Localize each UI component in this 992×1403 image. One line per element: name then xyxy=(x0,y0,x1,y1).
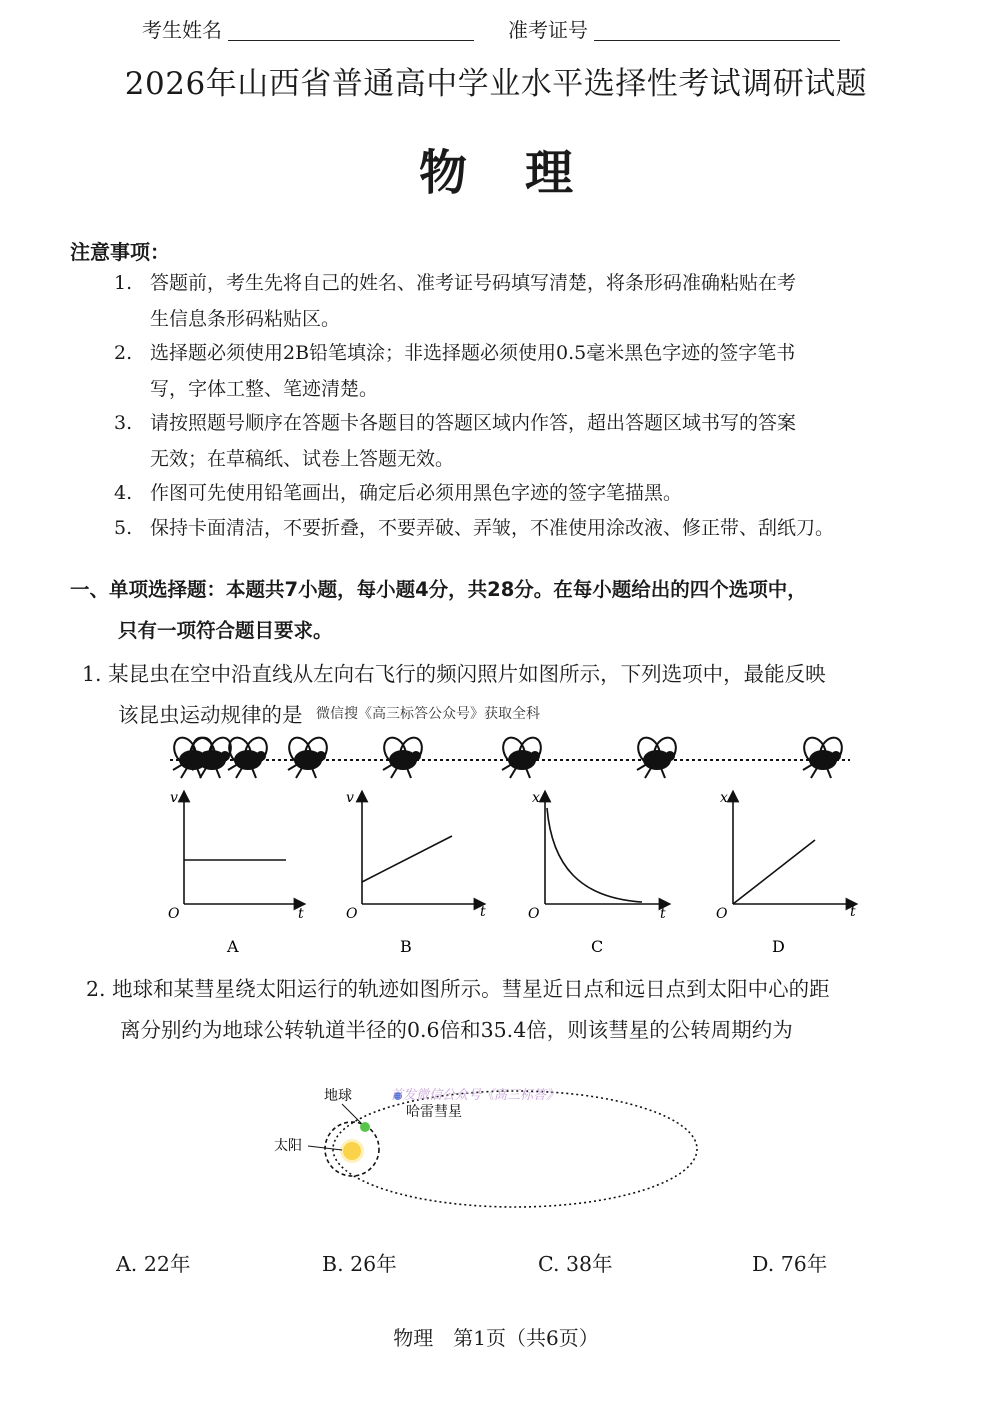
notice-num: 2. xyxy=(114,342,133,364)
notice-text: 请按照题号顺序在答题卡各题目的答题区域内作答，超出答题区域书写的答案 xyxy=(150,412,797,434)
option-text: 76年 xyxy=(780,1252,828,1276)
x-axis-label: t xyxy=(480,904,486,920)
insect-image xyxy=(380,734,426,778)
notice-text: 作图可先使用铅笔画出，确定后必须用黑色字迹的签字笔描黑。 xyxy=(150,482,683,504)
exam-title: 2026年山西省普通高中学业水平选择性考试调研试题 xyxy=(124,66,868,102)
q1-stem-cont: 该昆虫运动规律的是 xyxy=(118,703,303,727)
q2-stem-cont: 离分别约为地球公转轨道半径的0.6倍和35.4倍，则该彗星的公转周期约为 xyxy=(120,1018,793,1042)
earth-icon xyxy=(360,1122,370,1132)
option-letter: A. xyxy=(116,1252,138,1276)
notice-num: 1. xyxy=(114,272,133,294)
option-text: 22年 xyxy=(143,1252,191,1276)
name-label: 考生姓名 xyxy=(142,18,222,42)
x-axis-label: t xyxy=(850,904,856,920)
notice-item-1 xyxy=(114,266,924,336)
insect-image xyxy=(800,734,846,778)
option-letter: B. xyxy=(322,1252,344,1276)
notice-title: 注意事项： xyxy=(70,240,170,264)
earth-pointer xyxy=(342,1104,361,1123)
option-label: C xyxy=(591,937,604,956)
x-axis-label: t xyxy=(298,906,304,922)
notice-text: 选择题必须使用2B铅笔填涂；非选择题必须使用0.5毫米黑色字迹的签字笔书 xyxy=(150,342,796,364)
comet-label: 哈雷彗星 xyxy=(406,1104,462,1120)
y-axis-label: v xyxy=(346,790,354,806)
y-axis-label: x xyxy=(532,790,540,806)
q1-watermark: 微信搜《高三标答公众号》获取全科 xyxy=(316,706,540,722)
notice-text-cont: 无效；在草稿纸、试卷上答题无效。 xyxy=(150,448,455,470)
exam-id-blank[interactable] xyxy=(594,40,840,41)
origin-label: O xyxy=(528,906,540,922)
x-axis-label: t xyxy=(660,906,666,922)
origin-label: O xyxy=(716,906,728,922)
q2-watermark: 首发微信公众号《高三标答》 xyxy=(390,1088,560,1103)
option-label: B xyxy=(400,937,412,956)
notice-text-cont: 生信息条形码粘贴区。 xyxy=(150,308,341,330)
page-footer: 物理 第1页（共6页） xyxy=(393,1326,599,1350)
q1-stem: 1. 某昆虫在空中沿直线从左向右飞行的频闪照片如图所示，下列选项中，最能反映 xyxy=(82,662,826,686)
option-a[interactable] xyxy=(116,1247,190,1277)
notice-item-2 xyxy=(114,336,924,406)
insect-image xyxy=(285,734,331,778)
notice-num: 4. xyxy=(114,482,133,504)
insect-image xyxy=(189,734,235,778)
strobe-photo xyxy=(160,730,860,790)
subject-title xyxy=(0,134,992,203)
option-c[interactable] xyxy=(538,1247,613,1277)
earth-label: 地球 xyxy=(324,1088,352,1104)
notice-text: 保持卡面清洁，不要折叠，不要弄破、弄皱，不准使用涂改液、修正带、刮纸刀。 xyxy=(150,517,835,539)
notice-num: 3. xyxy=(114,412,133,434)
q2-stem: 2. 地球和某彗星绕太阳运行的轨迹如图所示。彗星近日点和远日点到太阳中心的距 xyxy=(86,977,830,1001)
graph-d xyxy=(716,790,856,956)
q1-graphs xyxy=(160,786,880,956)
insect-image xyxy=(634,734,680,778)
comet-orbit xyxy=(333,1091,697,1207)
sun-label: 太阳 xyxy=(274,1138,302,1154)
option-letter: C. xyxy=(538,1252,560,1276)
graph-c xyxy=(528,790,666,956)
orbit-figure xyxy=(260,1076,720,1226)
option-label: D xyxy=(772,937,785,956)
insect-image xyxy=(499,734,545,778)
notice-num: 5. xyxy=(114,517,133,539)
option-b[interactable] xyxy=(322,1247,397,1277)
x-t-curve xyxy=(547,808,642,902)
v-t-line xyxy=(362,836,452,882)
sun-glow xyxy=(340,1139,364,1163)
y-axis-label: x xyxy=(720,790,728,806)
notice-item-4 xyxy=(114,476,924,511)
section-heading-cont: 只有一项符合题目要求。 xyxy=(118,619,333,642)
option-d[interactable] xyxy=(752,1247,827,1277)
option-text: 38年 xyxy=(566,1252,613,1276)
origin-label: O xyxy=(346,906,358,922)
graph-b xyxy=(346,790,486,956)
subject-char-1: 物 xyxy=(418,145,467,201)
insect-image xyxy=(225,734,271,778)
graph-a xyxy=(168,790,304,956)
notice-item-5 xyxy=(114,511,924,546)
y-axis-label: v xyxy=(170,790,178,806)
origin-label: O xyxy=(168,906,180,922)
subject-char-2: 理 xyxy=(525,145,574,201)
name-blank[interactable] xyxy=(228,40,474,41)
notice-text-cont: 写，字体工整、笔迹清楚。 xyxy=(150,378,379,400)
notice-item-3 xyxy=(114,406,924,476)
notice-text: 答题前，考生先将自己的姓名、准考证号码填写清楚，将条形码准确粘贴在考 xyxy=(150,272,797,294)
x-t-line xyxy=(733,840,815,904)
option-text: 26年 xyxy=(350,1252,397,1276)
option-label: A xyxy=(227,937,239,956)
option-letter: D. xyxy=(752,1252,775,1276)
section-heading: 一、单项选择题：本题共7小题，每小题4分，共28分。在每小题给出的四个选项中， xyxy=(70,578,807,601)
exam-id-label: 准考证号 xyxy=(508,18,588,42)
